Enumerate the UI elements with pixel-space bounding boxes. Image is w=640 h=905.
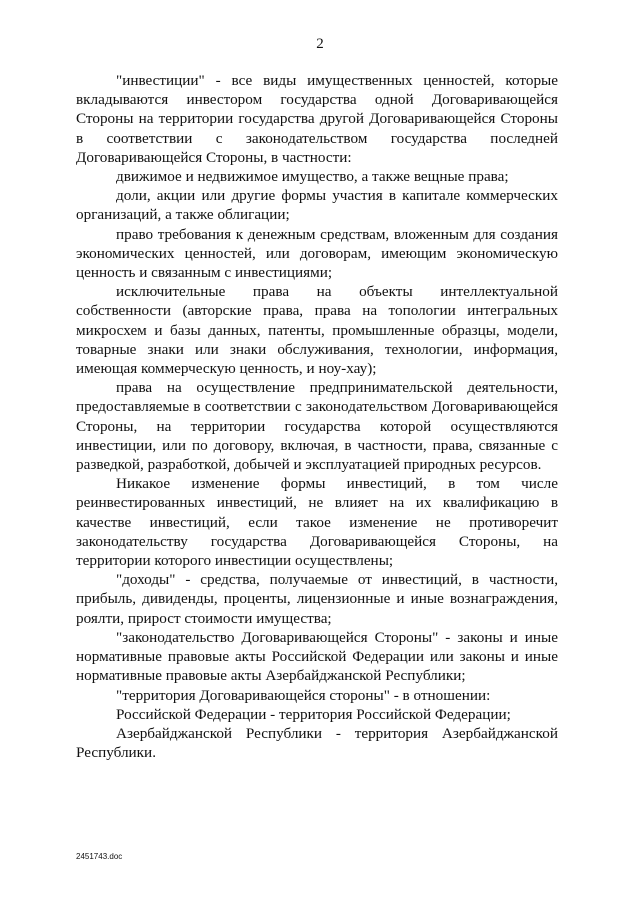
paragraph-investments-definition: "инвестиции" - все виды имущественных ценностей, которые вкладываются инвестором государства одной Договаривающейся Стороны на территории государства другой Договаривающейся Стороны в соответствии с законодательством государства последней Договаривающейся Стороны, в частности: <box>76 72 558 166</box>
paragraph-monetary-claims: право требования к денежным средствам, вложенным для создания экономических ценностей, или договорам, имеющим экономическую ценность и связанным с инвестициями; <box>76 225 558 282</box>
paragraph-form-change: Никакое изменение формы инвестиций, в том числе реинвестированных инвестиций, не влияет на их квалификацию в качестве инвестиций, если такое изменение не противоречит законодательству государства Договаривающейся Стороны, на территории которого инвестиции осуществлены; <box>76 475 558 570</box>
paragraph-azerbaijan-territory: Азербайджанской Республики - территория Азербайджанской Республики. <box>76 724 558 762</box>
paragraph-legislation-definition: "законодательство Договаривающейся Стороны" - законы и иные нормативные правовые акты Российской Федерации или законы и иные нормативные правовые акты Азербайджанской Республики; <box>76 628 558 685</box>
paragraph-intellectual-property: исключительные права на объекты интеллектуальной собственности (авторские права, права на топологии интегральных микросхем и базы данных, патенты, промышленные образцы, модели, товарные знаки или знаки обслуживания, технологии, информация, имеющая коммерческую ценность, и ноу-хау); <box>76 283 558 378</box>
paragraph-russian-territory: Российской Федерации - территория Российской Федерации; <box>116 705 511 723</box>
document-body <box>76 71 558 762</box>
paragraph-territory-definition: "территория Договаривающейся стороны" - в отношении: <box>116 686 491 704</box>
paragraph-movable-property: движимое и недвижимое имущество, а также вещные права; <box>116 168 509 186</box>
footer-filename: 2451743.doc <box>76 852 123 861</box>
page-number: 2 <box>316 36 324 52</box>
paragraph-shares: доли, акции или другие формы участия в капитале коммерческих организаций, а также облигации; <box>76 187 558 224</box>
paragraph-income-definition: "доходы" - средства, получаемые от инвестиций, в частности, прибыль, дивиденды, проценты, лицензионные и иные вознаграждения, роялти, прирост стоимости имущества; <box>76 571 558 627</box>
paragraph-business-rights: права на осуществление предпринимательской деятельности, предоставляемые в соответствии с законодательством Договаривающейся Стороны, на территории государства которой осуществляются инвестиции, или по договору, включая, в частности, права, связанные с разведкой, разработкой, добычей и эксплуатацией природных ресурсов. <box>76 379 558 474</box>
